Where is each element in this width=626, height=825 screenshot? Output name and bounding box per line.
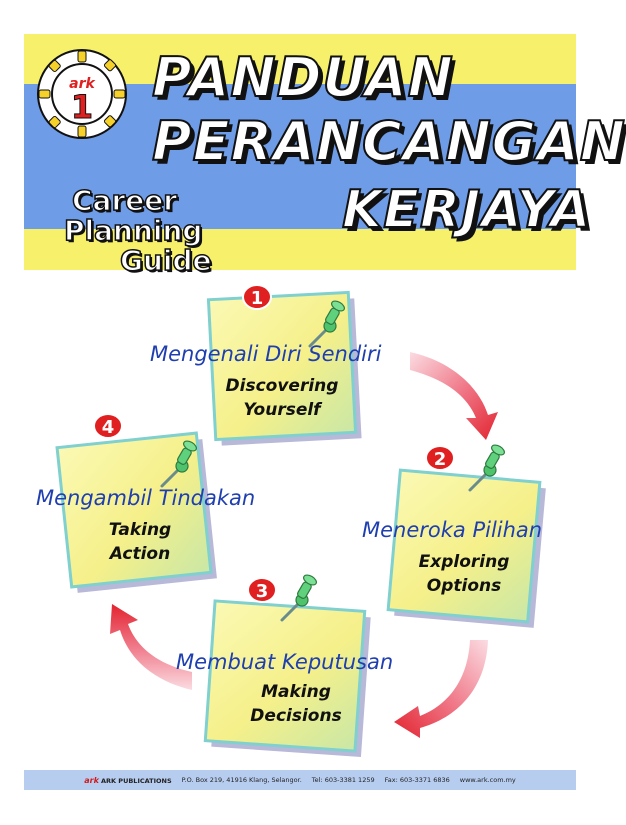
svg-text:1: 1 xyxy=(70,88,94,126)
step-1-title: Mengenali Diri Sendiri xyxy=(150,342,382,366)
step-1-subtitle-line-2: Yourself xyxy=(243,400,321,420)
svg-text:ark: ark xyxy=(69,76,95,92)
title-line-3: KERJAYA xyxy=(342,180,592,240)
step-2-title: Meneroka Pilihan xyxy=(362,518,543,542)
curved-arrow-icon xyxy=(410,352,498,440)
subtitle-line-2: Planning xyxy=(64,214,203,247)
footer-address: P.O. Box 219, 41916 Klang, Selangor. xyxy=(181,776,302,784)
step-4-subtitle-line-1: Taking xyxy=(108,520,172,540)
footer-publisher-name: ARK PUBLICATIONS xyxy=(100,776,172,785)
step-2-subtitle xyxy=(404,550,524,598)
step-4-subtitle-line-2: Action xyxy=(109,544,171,564)
publisher-footer xyxy=(24,770,576,790)
curved-arrow-icon xyxy=(394,640,488,738)
svg-text:1: 1 xyxy=(250,288,264,309)
step-1-subtitle xyxy=(222,374,342,422)
footer-fax: Fax: 603-3371 6836 xyxy=(384,776,450,784)
footer-brand: ark xyxy=(84,775,99,785)
subtitle-line-3: Guide xyxy=(120,244,212,277)
number-badge-icon xyxy=(248,578,276,602)
step-3-title: Membuat Keputusan xyxy=(176,650,394,674)
svg-text:3: 3 xyxy=(255,581,269,602)
footer-tel: Tel: 603-3381 1259 xyxy=(311,776,375,784)
svg-text:2: 2 xyxy=(433,449,447,470)
step-2-subtitle-line-2: Options xyxy=(426,576,502,596)
step-3-subtitle xyxy=(236,680,356,728)
step-1-subtitle-line-1: Discovering xyxy=(225,376,339,396)
title-line-1: PANDUAN xyxy=(152,46,454,109)
step-2-subtitle-line-1: Exploring xyxy=(418,552,510,572)
title-line-2: PERANCANGAN xyxy=(152,110,626,173)
number-badge-icon xyxy=(426,446,454,470)
footer-publisher xyxy=(84,776,171,785)
step-4-subtitle xyxy=(80,518,200,566)
svg-text:4: 4 xyxy=(101,417,115,438)
number-badge-icon xyxy=(243,285,271,309)
step-3-subtitle-line-1: Making xyxy=(261,682,331,702)
number-badge-icon xyxy=(94,414,122,438)
subtitle-line-1: Career xyxy=(72,184,178,217)
footer-web[interactable]: www.ark.com.my xyxy=(459,776,516,784)
step-4-title: Mengambil Tindakan xyxy=(36,486,256,510)
curved-arrow-icon xyxy=(110,604,192,690)
step-3-subtitle-line-2: Decisions xyxy=(250,706,342,726)
